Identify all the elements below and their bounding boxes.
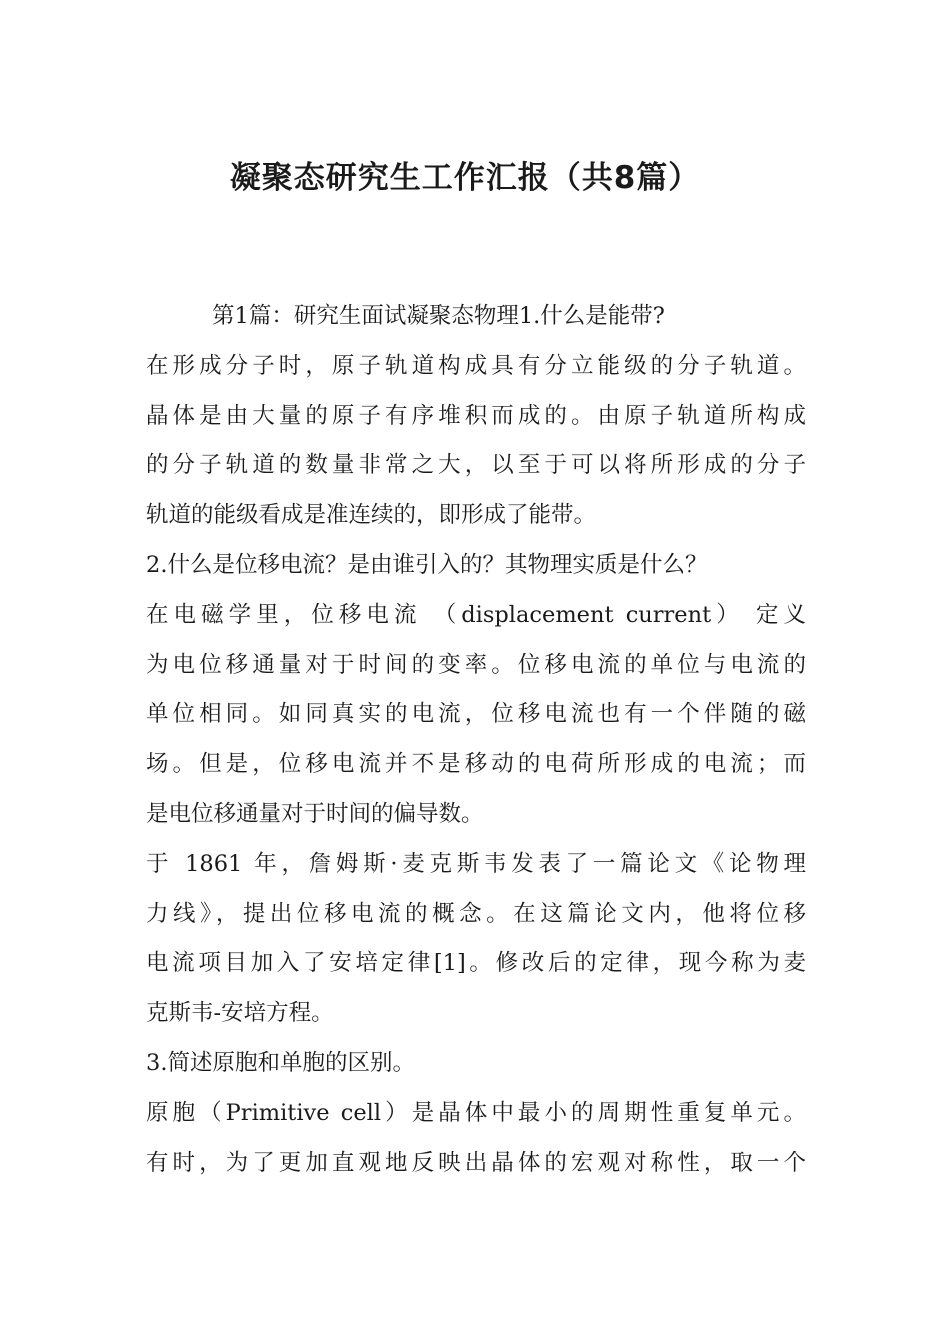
text-line: 2.什么是位移电流？是由谁引入的？其物理实质是什么？: [146, 551, 708, 578]
text-line: 3.简述原胞和单胞的区别。: [146, 1049, 415, 1076]
document-title: 凝聚态研究生工作汇报（共8篇）: [229, 160, 701, 196]
text-line: 为电位移通量对于时间的变率。位移电流的单位与电流的: [146, 651, 806, 678]
text-line: 于 1861 年，詹姆斯·麦克斯韦发表了一篇论文《论物理: [146, 850, 806, 877]
text-line: 是电位移通量对于时间的偏导数。: [146, 800, 484, 827]
text-line: 电流项目加入了安培定律[1]。修改后的定律，现今称为麦: [146, 950, 806, 977]
text-line: 力线》，提出位移电流的概念。在这篇论文内，他将位移: [146, 900, 806, 927]
text-line: 轨道的能级看成是准连续的，即形成了能带。: [146, 502, 597, 529]
text-line: 有时，为了更加直观地反映出晶体的宏观对称性，取一个: [146, 1149, 806, 1176]
text-line: 在形成分子时，原子轨道构成具有分立能级的分子轨道。: [146, 352, 806, 379]
document-body: [146, 292, 806, 1188]
text-line: 第1篇：研究生面试凝聚态物理1.什么是能带?: [212, 303, 665, 329]
text-line: 在电磁学里，位移电流 （displacement current） 定义: [146, 601, 806, 628]
text-line: 场。但是，位移电流并不是移动的电荷所形成的电流；而: [146, 751, 806, 778]
text-line: 的分子轨道的数量非常之大，以至于可以将所形成的分子: [146, 452, 806, 479]
text-line: 原胞（Primitive cell）是晶体中最小的周期性重复单元。: [146, 1099, 806, 1126]
text-line: 晶体是由大量的原子有序堆积而成的。由原子轨道所构成: [146, 402, 806, 429]
text-line: 单位相同。如同真实的电流，位移电流也有一个伴随的磁: [146, 701, 806, 728]
text-line: 克斯韦-安培方程。: [146, 1000, 334, 1027]
